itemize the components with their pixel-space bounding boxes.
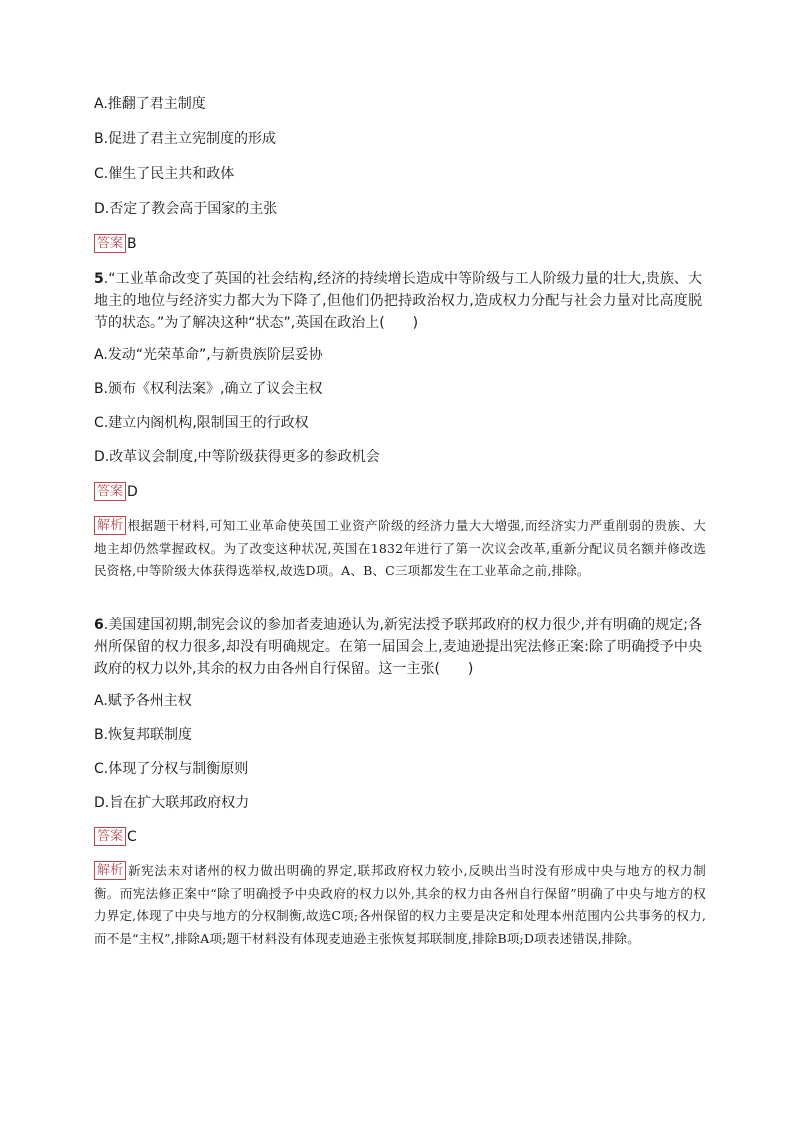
q5-option-a: A.发动“光荣革命”,与新贵族阶层妥协 [94,347,323,363]
answer-value: C [127,829,137,845]
question-number: 5 [94,271,104,287]
q4-option-b: B.促进了君主立宪制度的形成 [94,131,277,147]
q6-option-d: D.旨在扩大联邦政府权力 [94,795,250,811]
q6-option-b: B.恢复邦联制度 [94,727,193,743]
q5-explanation [94,515,706,583]
q6-option-c: C.体现了分权与制衡原则 [94,761,249,777]
explanation-tag: 解析 [94,516,126,535]
question-text: .美国建国初期,制宪会议的参加者麦迪逊认为,新宪法授予联邦政府的权力很少,并有明确的规定;各州所保留的权力很多,却没有明确规定。在第一届国会上,麦迪逊提出宪法修正案:除了明确授予中央政府的权力以外,其余的权力由各州自行保留。这一主张( ) [94,617,702,677]
explanation-text: 根据题干材料,可知工业革命使英国工业资产阶级的经济力量大大增强,而经济实力严重削弱的贵族、大地主却仍然掌握政权。为了改变这种状况,英国在1832年进行了第一次议会改革,重新分配议员名额并修改选民资格,中等阶级大体获得选举权,故选D项。A、B、C三项都发生在工业革命之前,排除。 [94,518,706,578]
explanation-tag: 解析 [94,861,126,880]
q6-option-a: A.赋予各州主权 [94,693,192,709]
q5-option-d: D.改革议会制度,中等阶级获得更多的参政机会 [94,449,380,465]
explanation-text: 新宪法未对诸州的权力做出明确的界定,联邦政府权力较小,反映出当时没有形成中央与地方的权力制衡。而宪法修正案中“除了明确授予中央政府的权力以外,其余的权力由各州自行保留”明确了中央与地方的权力界定,体现了中央与地方的分权制衡,故选C项;各州保留的权力主要是决定和处理本州范围内公共事务的权力,而不是“主权”,排除A项;题干材料没有体现麦迪逊主张恢复邦联制度,排除B项;D项表述错误,排除。 [94,863,706,946]
q4-option-d: D.否定了教会高于国家的主张 [94,201,278,217]
answer-tag: 答案 [94,234,126,253]
answer-value: D [127,484,138,500]
q6-stem [94,614,702,680]
q6-answer [94,826,137,848]
q4-answer [94,233,137,255]
q4-option-c: C.催生了民主共和政体 [94,166,235,182]
q6-explanation [94,860,706,950]
q5-option-c: C.建立内阁机构,限制国王的行政权 [94,415,309,431]
q5-stem [94,268,702,334]
question-text: .“工业革命改变了英国的社会结构,经济的持续增长造成中等阶级与工人阶级力量的壮大,贵族、大地主的地位与经济实力都大为下降了,但他们仍把持政治权力,造成权力分配与社会力量对比高度脱节的状态。”为了解决这种“状态”,英国在政治上( ) [94,271,702,331]
answer-tag: 答案 [94,827,126,846]
q4-option-a: A.推翻了君主制度 [94,96,206,112]
question-number: 6 [94,617,104,633]
answer-tag: 答案 [94,482,126,501]
answer-value: B [127,236,137,252]
q5-answer [94,481,138,503]
q5-option-b: B.颁布《权利法案》,确立了议会主权 [94,381,323,397]
